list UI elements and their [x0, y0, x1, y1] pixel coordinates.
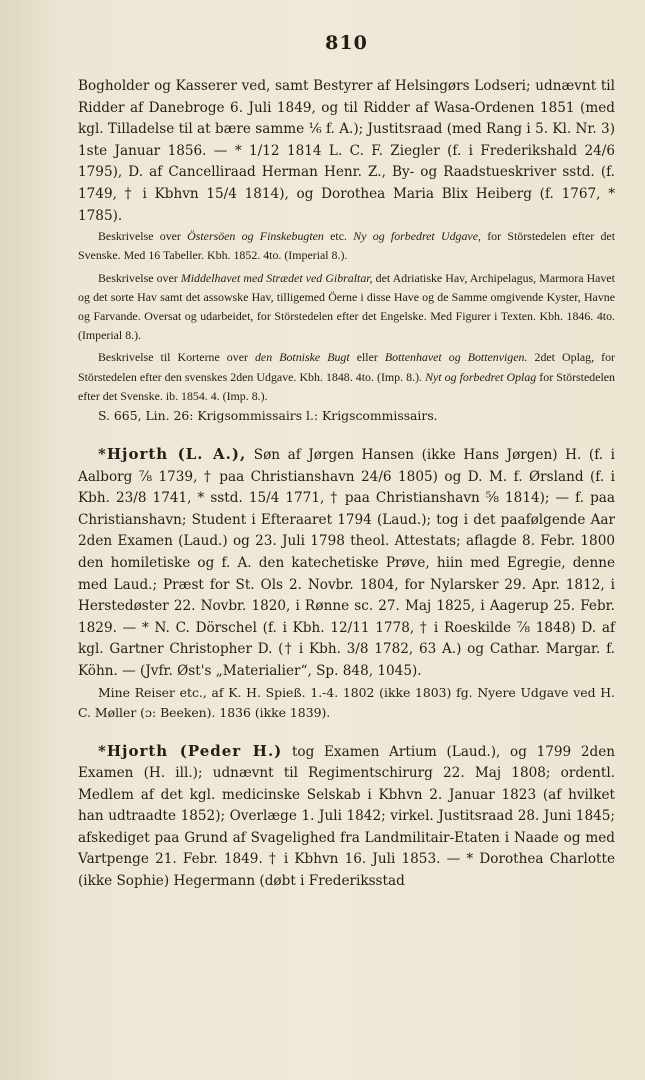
entry-hjorth-la [78, 444, 615, 723]
correction-note: S. 665, Lin. 26: Krigsommissairs l.: Krigscommissairs. [98, 407, 438, 423]
page-number: 810 [325, 32, 368, 54]
entry-body: *Hjorth (Peder H.) tog Examen Artium (Laud.), og 1799 2den Examen (H. ill.); udnævnt til Regimentschirurg 22. Maj 1808; ordentl. Medlem af det kgl. medicinske Selskab i Kbhvn 2. Januar 1823 (af hvilket han udtraadte 1852); Overlæge 1. Juli 1842; virkel. Justitsraad 28. Juni 1845; afskediget paa Grund af Svagelighed fra Landmilitair-Etaten i Naade og med Vartpenge 21. Febr. 1849. † i Kbhvn 16. Juli 1853. — * Dorothea Charlotte (ikke Sophie) Hegermann (døbt i Frederiksstad [78, 741, 615, 890]
entry-hjorth-peder [78, 741, 615, 893]
entry-body: Bogholder og Kasserer ved, samt Bestyrer af Helsingørs Lodseri; udnævnt til Ridder af Danebroge 6. Juli 1849, og til Ridder af Wasa-Ordenen 1851 (med kgl. Tilladelse til at bære samme ⅙ f. A.); Justitsraad (med Rang i 5. Kl. Nr. 3) 1ste Januar 1856. — * 1/12 1814 L. C. F. Ziegler (f. i Frederikshald 24/6 1795), D. af Cancelliraad Herman Henr. Z., By- og Raadstueskriver sstd. (f. 1749, † i Kbhvn 15/4 1814), og Dorothea Maria Blix Heiberg (f. 1767, * 1785). [78, 78, 615, 224]
bibliography-note: Mine Reiser etc., af K. H. Spieß. 1.-4. 1802 (ikke 1803) fg. Nyere Udgave ved H. C. Møller (ɔ: Beeken). 1836 (ikke 1839). [78, 684, 615, 720]
entry-body: *Hjorth (L. A.), Søn af Jørgen Hansen (ikke Hans Jørgen) H. (f. i Aalborg ⅞ 1739, † paa Christianshavn 24/6 1805) og D. M. f. Ørsland (f. i Kbh. 23/8 1741, * sstd. 15/4 1771, † paa Christianshavn ⅝ 1814); — f. paa Christianshavn; Student i Efteraaret 1794 (Laud.); tog i det paafølgende Aar 2den Examen (Laud.) og 23. Juli 1798 theol. Attestats; aflagde 8. Febr. 1800 den homiletiske og f. A. den katechetiske Prøve, hiin med Egregie, denne med Laud.; Præst for St. Ols 2. Novbr. 1804, for Nylarsker 29. Apr. 1812, i Herstedøster 22. Novbr. 1820, i Rønne sc. 27. Maj 1825, i Aagerup 25. Febr. 1829. — * N. C. Dörschel (f. i Kbh. 12/11 1778, † i Roeskilde ⅞ 1848) D. af kgl. Gartner Christopher D. († i Kbh. 3/8 1782, 63 A.) og Cathar. Margar. f. Köhn. — (Jvfr. Øst's „Materialier“, Sp. 848, 1045). [78, 444, 615, 679]
headword: *Hjorth (L. A.), [98, 444, 247, 463]
work-title: den Botniske Bugt [254, 350, 350, 365]
work-title: Bottenhavet og Bottenvigen. [384, 350, 528, 365]
bibliography-item: Beskrivelse over Middelhavet med Strædet ved Gibraltar, det Adriatiske Hav, Archipelagus, Marmora Havet og det sorte Hav samt det assowske Hav, tilligemed Öerne i disse Have og de Samme omgivende Kyster, Havne og Farvande. Oversat og udarbeidet, for Störstedelen efter det Engelske. Med Figurer i Texten. Kbh. 1846. 4to. (Imperial 8.). [78, 270, 615, 343]
work-subtitle: Ny og forbedret Udgave, [353, 229, 481, 244]
entry-continuation [78, 76, 615, 426]
work-title: Östersöen og Finskebugten [187, 229, 324, 244]
bibliography-item: Beskrivelse til Korterne over den Botniske Bugt eller Bottenhavet og Bottenvigen. 2det Oplag, for Störstedelen efter den svenskes 2den Udgave. Kbh. 1848. 4to. (Imp. 8.). Nyt og forbedret Oplag for Störstedelen efter det Svenske. ib. 1854. 4. (Imp. 8.). [78, 350, 616, 403]
work-title: Middelhavet med Strædet ved Gibraltar, [180, 270, 373, 285]
headword: *Hjorth (Peder H.) [98, 741, 283, 760]
bibliography-item: Beskrivelse over Östersöen og Finskebugten etc. Ny og forbedret Udgave, for Störstedelen efter det Svenske. Med 16 Tabeller. Kbh. 1852. 4to. (Imperial 8.). [78, 229, 615, 263]
work-subtitle: Nyt og forbedret Oplag [425, 369, 537, 384]
